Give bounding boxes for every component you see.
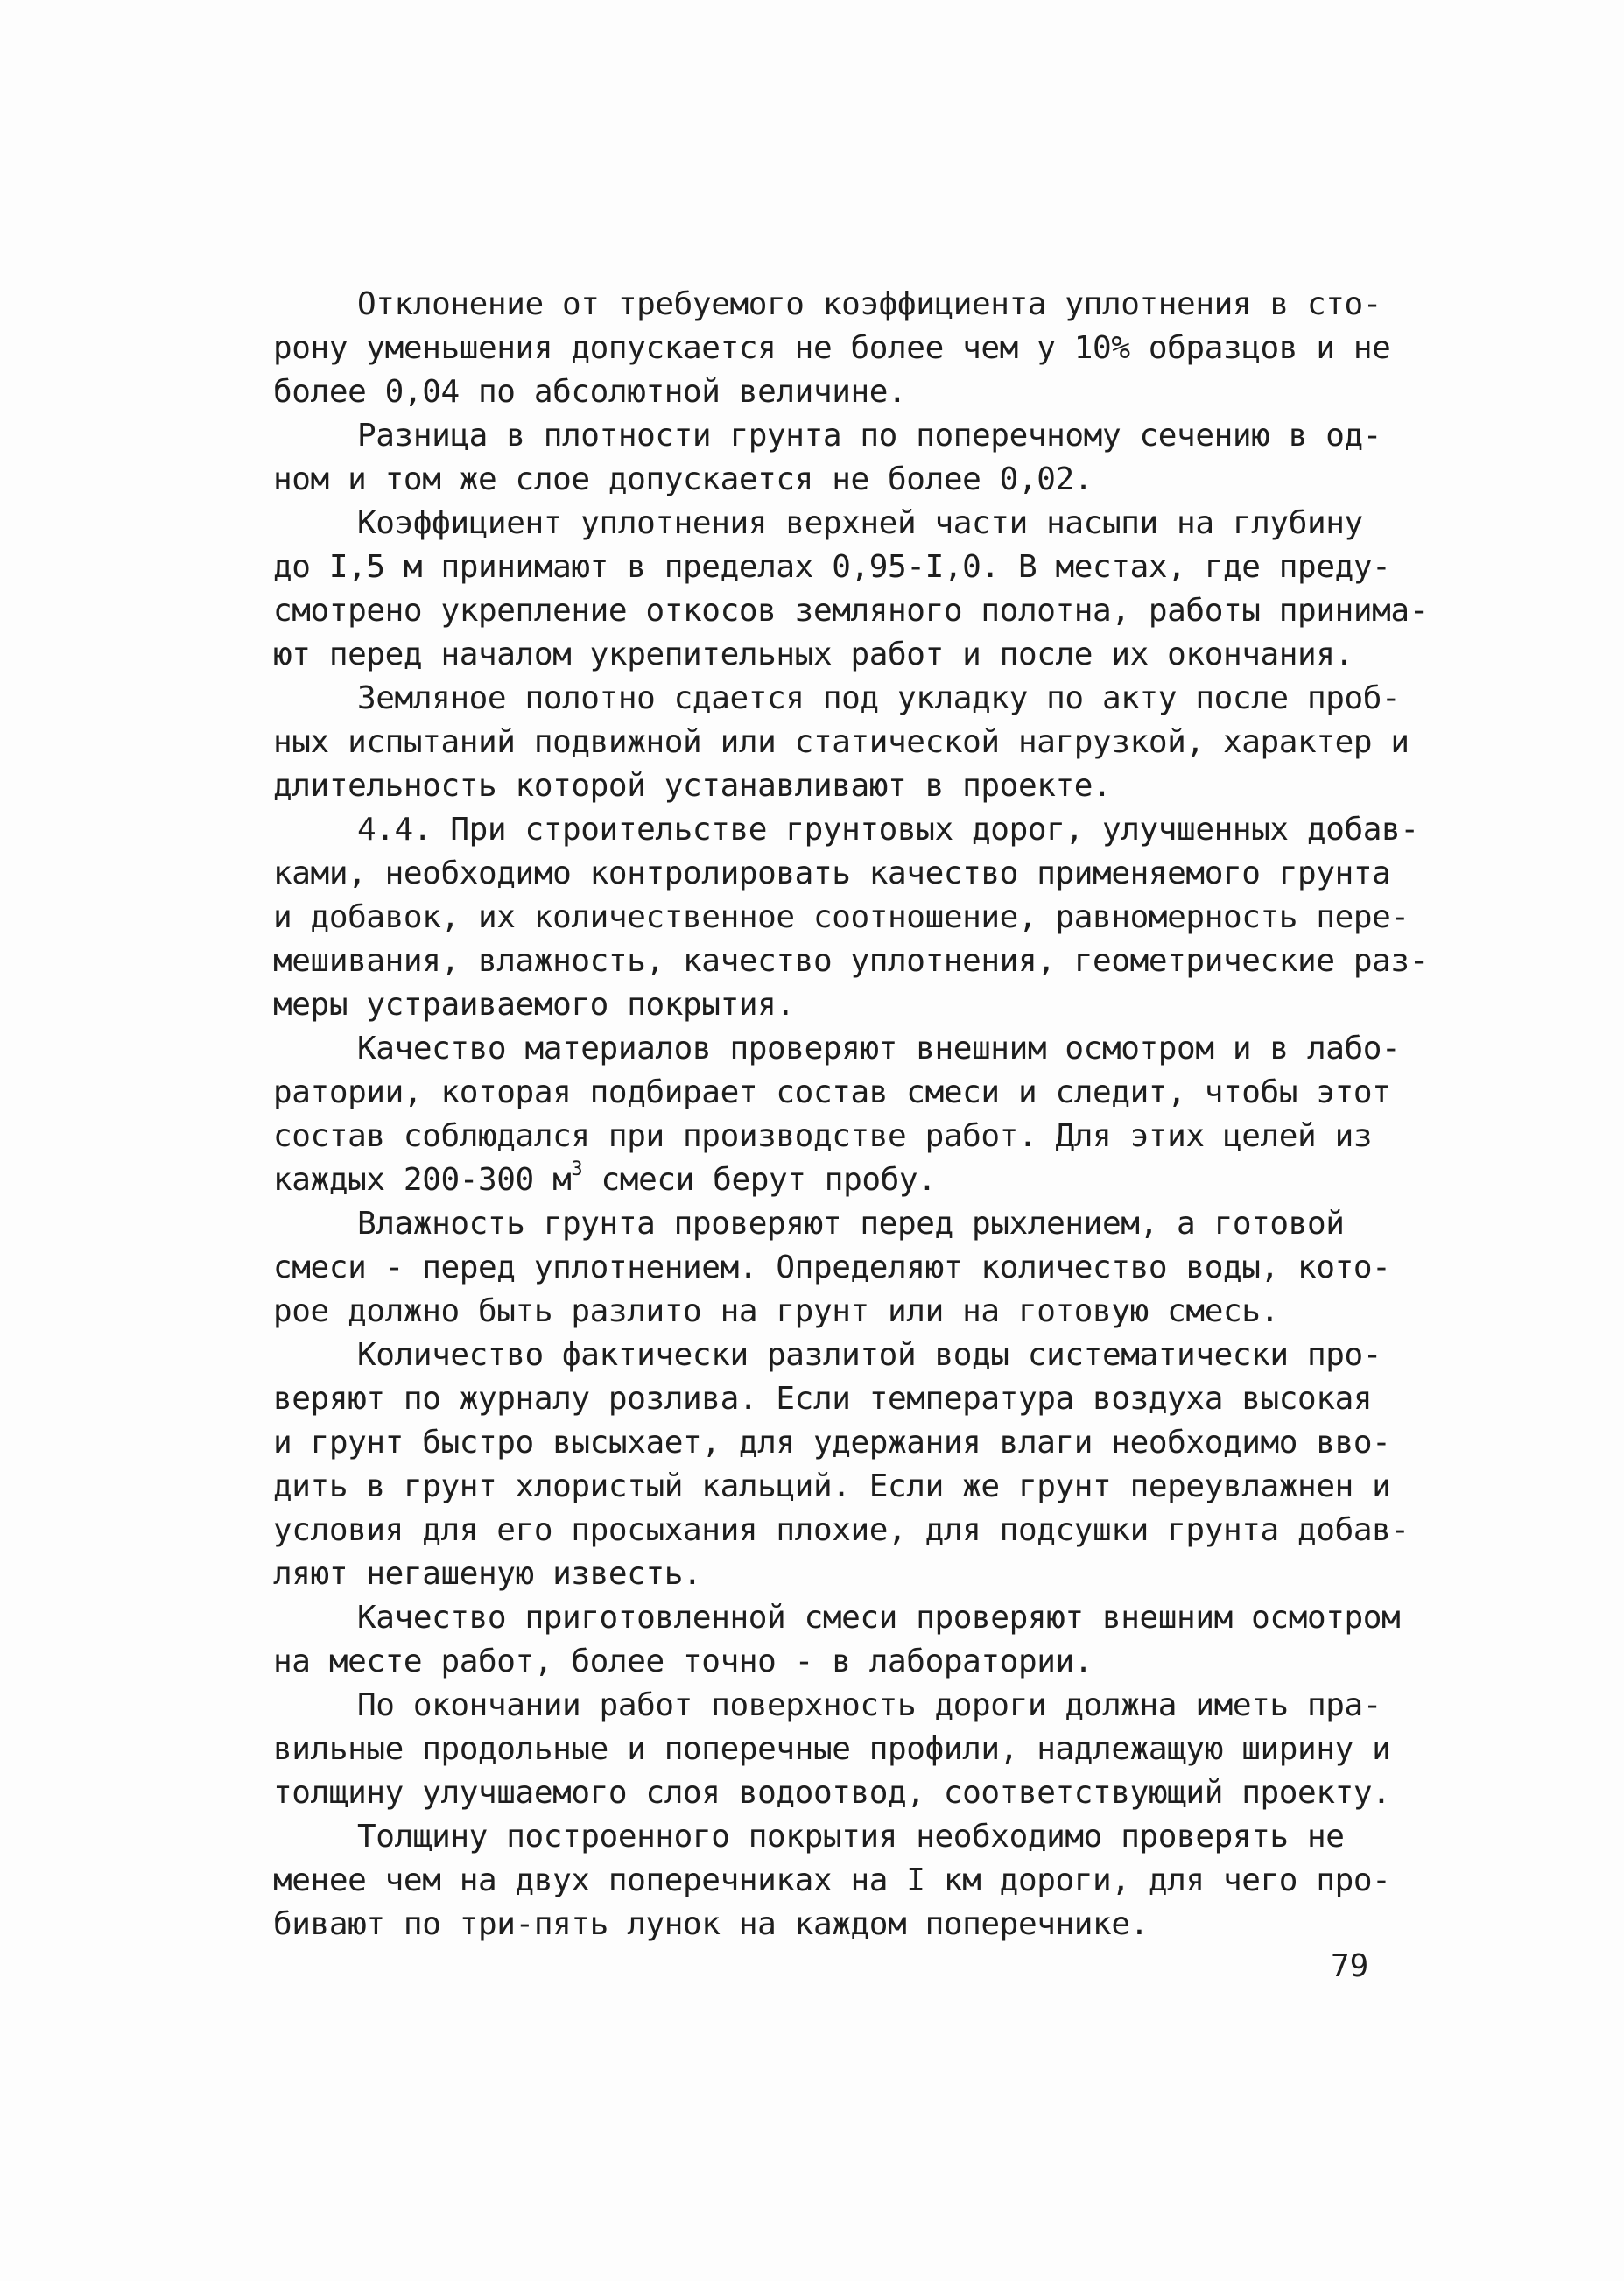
text-line: до I,5 м принимают в пределах 0,95-I,0. В местах, где преду- [273, 549, 1391, 585]
text-line: Качество приготовленной смеси проверяют внешним осмотром [357, 1600, 1401, 1636]
text-line: дить в грунт хлористый кальций. Если же грунт переувлажнен и [273, 1468, 1391, 1504]
text-line: Разница в плотности грунта по поперечному сечению в од- [357, 418, 1382, 454]
text-line: 4.4. При строительстве грунтовых дорог, улучшенных добав- [357, 812, 1419, 848]
text-line: ляют негашеную известь. [273, 1556, 702, 1592]
text-line: смеси - перед уплотнением. Определяют количество воды, кото- [273, 1250, 1391, 1285]
text-line: бивают по три-пять лунок на каждом поперечнике. [273, 1906, 1149, 1942]
text-line: состав соблюдался при производстве работ. Для этих целей из [273, 1118, 1373, 1154]
text-line: Количество фактически разлитой воды систематически про- [357, 1337, 1382, 1373]
text-line: ратории, которая подбирает состав смеси и следит, чтобы этот [273, 1074, 1391, 1110]
text-line: мешивания, влажность, качество уплотнения, геометрические раз- [273, 943, 1428, 979]
text-line: Толщину построенного покрытия необходимо проверять не [357, 1819, 1345, 1855]
text-line: ками, необходимо контролировать качество применяемого грунта [273, 855, 1391, 891]
superscript: 3 [571, 1158, 583, 1180]
text-line: Влажность грунта проверяют перед рыхлением, а готовой [357, 1206, 1345, 1242]
text-line: Качество материалов проверяют внешним осмотром и в лабо- [357, 1031, 1401, 1067]
text-line: толщину улучшаемого слоя водоотвод, соответствующий проекту. [273, 1775, 1391, 1811]
text-line: Коэффициент уплотнения верхней части насыпи на глубину [357, 505, 1363, 541]
text-line: ных испытаний подвижной или статической нагрузкой, характер и [273, 724, 1410, 760]
text-line: и грунт быстро высыхает, для удержания влаги необходимо вво- [273, 1425, 1391, 1461]
text-line [273, 1158, 1403, 1202]
document-text [273, 283, 1428, 1947]
text-line: ном и том же слое допускается не более 0,02. [273, 461, 1093, 497]
text-line: По окончании работ поверхность дороги должна иметь пра- [357, 1687, 1382, 1723]
text-line: Земляное полотно сдается под укладку по акту после проб- [357, 680, 1401, 716]
text-line: Отклонение от требуемого коэффициента уплотнения в сто- [357, 286, 1382, 322]
text-line: вильные продольные и поперечные профили, надлежащую ширину и [273, 1731, 1391, 1767]
text-line: более 0,04 по абсолютной величине. [273, 374, 907, 410]
page-number: 79 [1331, 1948, 1369, 1984]
text-line: ют перед началом укрепительных работ и после их окончания. [273, 637, 1353, 672]
text-line: менее чем на двух поперечниках на I км дороги, для чего про- [273, 1862, 1391, 1898]
text-line: смотрено укрепление откосов земляного полотна, работы принима- [273, 593, 1428, 629]
text-line: длительность которой устанавливают в проекте. [273, 768, 1112, 804]
text-line: рое должно быть разлито на грунт или на готовую смесь. [273, 1293, 1279, 1329]
text-fragment: каждых 200-300 м [273, 1162, 572, 1198]
text-line: условия для его просыхания плохие, для подсушки грунта добав- [273, 1512, 1410, 1548]
text-line: рону уменьшения допускается не более чем у 10% образцов и не [273, 330, 1391, 366]
text-line: меры устраиваемого покрытия. [273, 987, 795, 1023]
text-line: веряют по журналу розлива. Если температура воздуха высокая [273, 1381, 1373, 1417]
text-line: на месте работ, более точно - в лаборатории. [273, 1644, 1093, 1679]
text-fragment: смеси берут пробу. [582, 1162, 937, 1198]
text-line: и добавок, их количественное соотношение, равномерность пере- [273, 899, 1410, 935]
